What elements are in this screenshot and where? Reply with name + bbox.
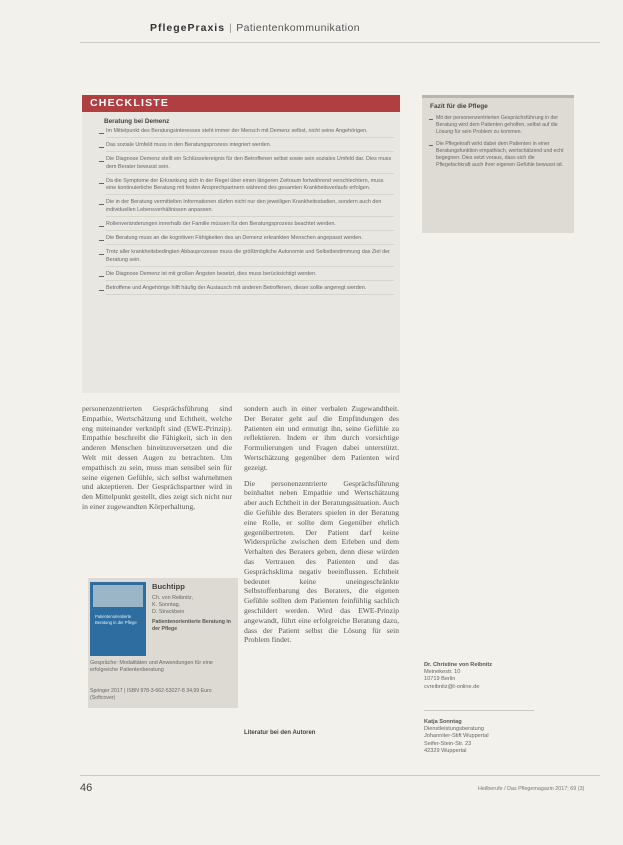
buchtipp-author: K. Sonntag,	[152, 602, 181, 608]
fazit-title: Fazit für die Pflege	[430, 103, 488, 110]
footer-source: Heilberufe / Das Pflegemagazin 2017; 69 (3)	[478, 786, 585, 792]
contact-line: Seifer-Stein-Str. 23	[424, 740, 472, 747]
checklist-item: Das soziale Umfeld muss in den Beratungsprozess integriert werden.	[106, 142, 394, 152]
body-column-left	[82, 404, 232, 512]
contact-block	[424, 662, 492, 691]
body-paragraph: personenzentrierten Gesprächsführung sind Empathie, Wertschätzung und Echtheit, welche eng miteinander verknüpft sind (EWE-Prinzip). Empathie beschreibt die Fähigkeit, sich in den anderen Menschen hineinzuversetzen und die Welt mit dessen Augen zu betrachten. Um empathisch zu sein, muss man sensibel sein für seine eigenen Gefühle, sich selbst wahrnehmen und akzeptieren. Der Gesprächspartner wird in den Mittelpunkt gestellt, dies zeigt sich nicht nur in einer zugewandten Körperhaltung,	[82, 404, 232, 511]
page-header	[150, 22, 360, 34]
contact-line: 42329 Wuppertal	[424, 747, 467, 754]
header-separator: |	[229, 22, 233, 34]
buchtipp-book-title: Patientenorientierte Beratung in der Pflege	[152, 619, 231, 632]
footer-rule	[80, 775, 600, 776]
checklist-item: Die Diagnose Demenz stellt ein Schlüsselereignis für den Betroffenen selbst sowie sein soziales Umfeld dar. Dies muss dem Berater bewusst sein.	[106, 156, 394, 174]
checklist-item: Rollenveränderungen innerhalb der Familie müssen für den Beratungsprozess beachtet werden.	[106, 221, 394, 231]
fazit-list	[422, 115, 574, 169]
checklist-item: Trotz aller krankheitsbedingten Abbauprozesse muss die größtmögliche Autonomie und Selbstbestimmung das Ziel der Beratung sein.	[106, 249, 394, 267]
literature-note: Literatur bei den Autoren	[244, 730, 316, 736]
body-paragraph: sondern auch in einer verbalen Zugewandtheit. Der Berater geht auf die Empfindungen des Patienten ein und ermutigt ihn, seine Gefühle zu reflektieren. Indem er ihm durch vorsichtige Formulierungen und Fragen dabei unterstützt. Wertschätzung gegenüber dem Patienten wird gezeigt.	[244, 404, 399, 472]
checklist-header: CHECKLISTE	[82, 95, 400, 112]
fazit-item: Die Pflegekraft wirkt dabei dem Patienten in einer Beratungsfunktion empathisch, wertschätzend und echt begegnen. Dies setzt voraus, dass sich die Pflegefachkraft auch ihrer eigenen Gefühle bewusst ist.	[436, 141, 568, 170]
body-column-middle	[244, 404, 399, 645]
buchtipp-box	[88, 578, 238, 708]
checklist-item: Im Mittelpunkt des Beratungsinteresses steht immer der Mensch mit Demenz selbst, nicht seine Angehörigen.	[106, 128, 394, 138]
section-title: Patientenkommunikation	[236, 22, 360, 34]
buchtipp-authors	[152, 595, 193, 616]
header-rule	[80, 42, 600, 43]
contact-line: Meinekestr. 10	[424, 669, 461, 676]
book-cover-image	[90, 582, 146, 656]
contact-block	[424, 719, 489, 755]
checklist-title: Beratung bei Demenz	[104, 118, 170, 125]
contact-name: Dr. Christine von Reibnitz	[424, 662, 493, 668]
contact-line: Dienstleistungsberatung	[424, 726, 485, 733]
contact-divider	[424, 710, 534, 711]
buchtipp-author: Ch. von Reibnitz,	[152, 595, 194, 601]
buchtipp-title: Buchtipp	[152, 582, 185, 591]
contact-line: Johanniter-Stift Wuppertal	[424, 733, 489, 740]
cover-photo	[93, 585, 143, 607]
checklist-item: Die Beratung muss an die kognitiven Fähigkeiten des an Demenz erkrankten Menschen angepasst werden.	[106, 235, 394, 245]
checklist-item: Betroffene und Angehörige hilft häufig der Austausch mit anderen Betroffenen, dieser sollte angeregt werden.	[106, 285, 394, 295]
cover-title: Patientenorientierte Beratung in der Pflege	[95, 614, 137, 625]
contact-line: 10719 Berlin	[424, 676, 456, 683]
buchtipp-publisher: Springer 2017 | ISBN 978-3-662-53027-8 34,99 Euro (Softcover)	[90, 688, 212, 701]
fazit-item: Mit der personenzentrierten Gesprächsführung in der Beratung wird dem Patienten geholfen, selbst auf die Lösung für sein Problem zu kommen.	[436, 115, 568, 137]
contact-email: cvreibnitz@t-online.de	[424, 683, 480, 690]
buchtipp-author: D. Strackbein	[152, 609, 185, 615]
checklist-item: Da die Symptome der Erkrankung sich in der Regel über einen längeren Zeitraum fortwährend verschlechtern, muss eine kontinuierliche Beratung mit festen Ansprechpartnern während des gesamten Krankheitsverlaufs erfolgen.	[106, 178, 394, 196]
magazine-section-brand: PflegePraxis	[150, 22, 226, 34]
checklist-list	[82, 128, 400, 295]
checklist-item: Die Diagnose Demenz ist mit großen Ängsten besetzt, dies muss berücksichtigt werden.	[106, 271, 394, 281]
page-number: 46	[80, 782, 93, 794]
contact-name: Katja Sonntag	[424, 719, 462, 725]
body-paragraph: Die personenzentrierte Gesprächsführung beinhaltet neben Empathie und Wertschätzung aber auch Echtheit in der Beratungssituation. Auch die Gefühle des Beraters spielen in der Beratung eine Rolle, er sollte dem Gegenüber ehrlich gegenübertreten. Der Patient darf keine Widersprüche zwischen dem Erleben und dem Verhalten des Beraters geben, denn diese würden das Vertrauen des Patienten und das Gesprächsklima negativ beeinflussen. Echtheit bedeutet keine uneingeschränkte Selbstoffenbarung des Beraters, die eigenen Gefühle sollten dem Patienten feinfühlig sachlich geschildert werden. Wird das EWE-Prinzip angewandt, führt eine erfolgreiche Beratung dazu, dass der Patient selbst die Lösung für sein Problem findet.	[244, 478, 399, 645]
fazit-box	[422, 95, 574, 233]
checklist-box	[82, 95, 400, 393]
checklist-item: Die in der Beratung vermittelten Informationen dürfen nicht nur den jeweiligen Krankheitsstadien, sondern auch den individuellen Lebensverhältnissen anpassen.	[106, 199, 394, 217]
buchtipp-description: Gespräche: Modalitäten und Anwendungen für eine erfolgreiche Patientenberatung	[90, 660, 213, 673]
